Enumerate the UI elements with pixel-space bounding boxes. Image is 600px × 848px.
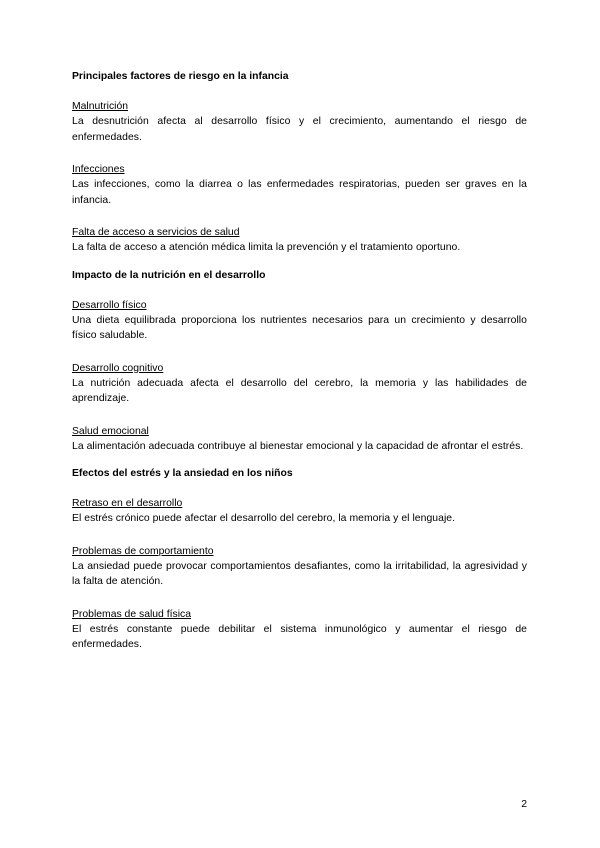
page-number: 2 [521,799,527,810]
document-page [72,70,527,670]
list-item [72,544,527,590]
item-heading: Infecciones [72,164,125,175]
item-heading: Desarrollo cognitivo [72,362,164,374]
item-text: El estrés crónico puede afectar el desarrollo del cerebro, la memoria y el lenguaje. [72,513,456,524]
item-heading: Salud emocional [72,425,149,437]
section-risk-factors [72,70,527,256]
list-item [72,225,527,256]
list-item [72,298,527,344]
item-text: Las infecciones, como la diarrea o las enfermedades respiratorias, pueden ser graves en la infancia. [72,179,527,206]
item-text: La nutrición adecuada afecta el desarrollo del cerebro, la memoria y las habilidades de aprendizaje. [72,377,527,404]
item-text: La ansiedad puede provocar comportamientos desafiantes, como la irritabilidad, la agresividad y la falta de atención. [72,560,527,587]
section-stress-effects [72,467,527,653]
list-item [72,162,527,208]
item-heading: Desarrollo físico [72,299,147,311]
list-item [72,607,527,653]
item-heading: Problemas de comportamiento [72,545,214,557]
item-text: La alimentación adecuada contribuye al bienestar emocional y la capacidad de afrontar el estrés. [72,440,524,452]
list-item [72,424,527,455]
section-title: Principales factores de riesgo en la infancia [72,71,289,82]
item-text: El estrés constante puede debilitar el sistema inmunológico y aumentar el riesgo de enfermedades. [72,623,527,650]
item-text: La desnutrición afecta al desarrollo físico y el crecimiento, aumentando el riesgo de enfermedades. [72,116,527,143]
item-text: La falta de acceso a atención médica limita la prevención y el tratamiento oportuno. [72,242,461,253]
item-heading: Retraso en el desarrollo [72,498,183,509]
item-heading: Problemas de salud física [72,608,191,620]
item-heading: Malnutrición [72,101,129,112]
list-item [72,99,527,145]
item-text: Una dieta equilibrada proporciona los nutrientes necesarios para un crecimiento y desarrollo físico saludable. [72,314,527,341]
item-heading: Falta de acceso a servicios de salud [72,227,240,238]
section-title: Impacto de la nutrición en el desarrollo [72,269,266,281]
list-item [72,361,527,407]
list-item [72,496,527,527]
section-nutrition-impact [72,269,527,455]
section-title: Efectos del estrés y la ansiedad en los niños [72,468,293,479]
